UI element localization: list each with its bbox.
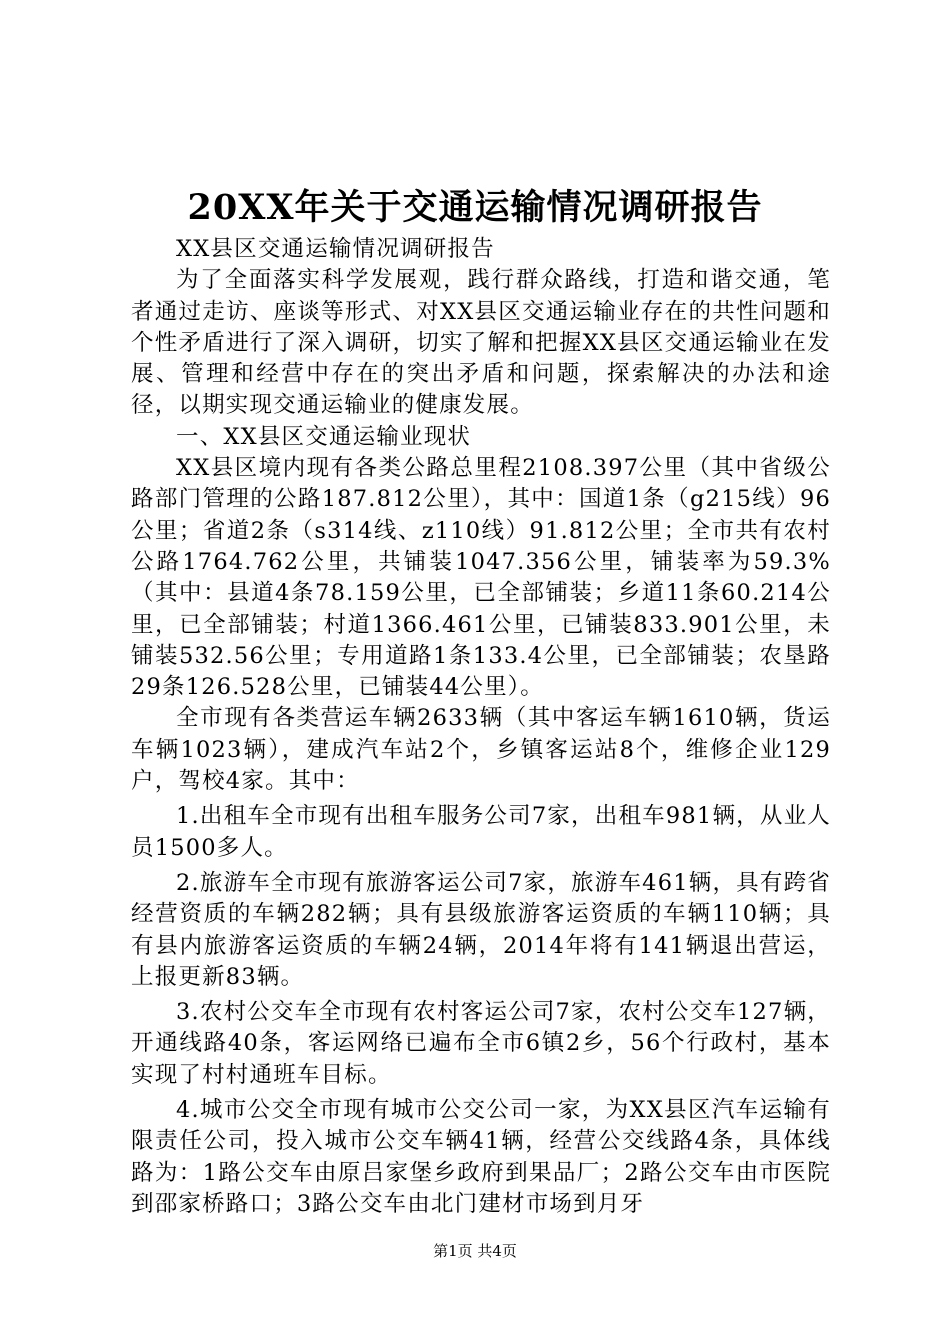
section-heading: 一、XX县区交通运输业现状 [176,423,472,450]
document-title: 20XX年关于交通运输情况调研报告 [187,187,763,228]
paragraph-city-bus: 4.城市公交全市现有城市公交公司一家，为XX县区汽车运输有限责任公司，投入城市公交车辆41辆，经营公交线路4条，具体线路为：1路公交车由原吕家堡乡政府到果品厂；2路公交车由市医院到邵家桥路口；3路公交车由北门建材市场到月牙 [131,1097,831,1217]
paragraph-intro: 为了全面落实科学发展观，践行群众路线，打造和谐交通，笔者通过走访、座谈等形式、对XX县区交通运输业存在的共性问题和个性矛盾进行了深入调研，切实了解和把握XX县区交通运输业在发展、管理和经营中存在的突出矛盾和问题，探索解决的办法和途径，以期实现交通运输业的健康发展。 [131,267,831,419]
paragraph-tour-bus: 2.旅游车全市现有旅游客运公司7家，旅游车461辆，具有跨省经营资质的车辆282辆；具有县级旅游客运资质的车辆110辆；具有县内旅游客运资质的车辆24辆，2014年将有141辆退出营运，上报更新83辆。 [131,869,831,990]
paragraph-vehicles: 全市现有各类营运车辆2633辆（其中客运车辆1610辆，货运车辆1023辆），建成汽车站2个，乡镇客运站8个，维修企业129户，驾校4家。其中： [131,705,831,795]
paragraph-rural-bus: 3.农村公交车全市现有农村客运公司7家，农村公交车127辆，开通线路40条，客运网络已遍布全市6镇2乡，56个行政村，基本实现了村村通班车目标。 [131,999,831,1088]
paragraph-taxi: 1.出租车全市现有出租车服务公司7家，出租车981辆，从业人员1500多人。 [131,803,831,861]
paragraph-roads: XX县区境内现有各类公路总里程2108.397公里（其中省级公路部门管理的公路187.812公里），其中：国道1条（g215线）96公里；省道2条（s314线、z110线）91.812公里；全市共有农村公路1764.762公里，共铺装1047.356公里，铺装率为59.3%（其中：县道4条78.159公里，已全部铺装；乡道11条60.214公里，已全部铺装；村道1366.461公里，已铺装833.901公里，未铺装532.56公里；专用道路1条133.4公里，已全部铺装；农垦路29条126.528公里，已铺装44公里）。 [131,455,831,701]
document-body [131,234,831,1220]
page-footer: 第1页 共4页 [433,1242,517,1260]
paragraph-subtitle: XX县区交通运输情况调研报告 [176,236,495,262]
